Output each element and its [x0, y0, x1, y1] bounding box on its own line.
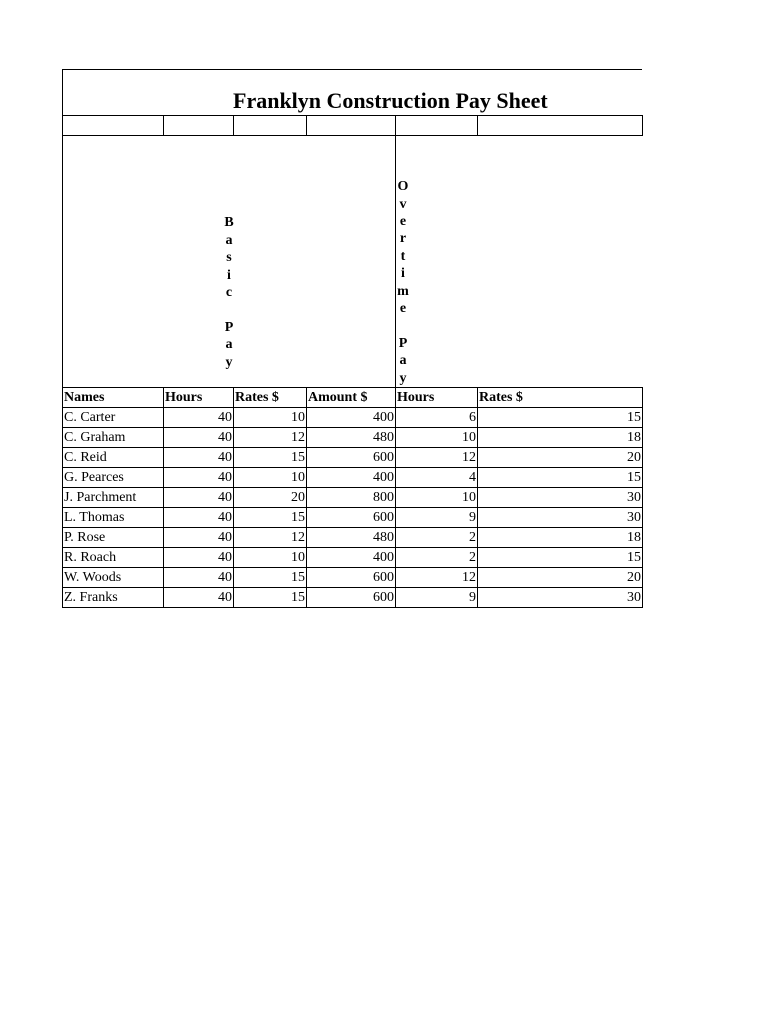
pay-table — [62, 115, 643, 608]
hours-cell[interactable]: 40 — [164, 588, 234, 608]
hours-cell[interactable]: 40 — [164, 408, 234, 428]
amount-cell[interactable]: 400 — [307, 408, 396, 428]
table-row — [63, 488, 643, 508]
header-rates[interactable]: Rates $ — [234, 388, 307, 408]
table-row — [63, 468, 643, 488]
rate-cell[interactable]: 10 — [234, 408, 307, 428]
overtime-hours-cell[interactable]: 10 — [396, 488, 478, 508]
rate-cell[interactable]: 12 — [234, 428, 307, 448]
overtime-hours-cell[interactable]: 9 — [396, 588, 478, 608]
overtime-hours-cell[interactable]: 9 — [396, 508, 478, 528]
name-cell[interactable]: P. Rose — [63, 528, 164, 548]
overtime-rate-cell[interactable]: 30 — [478, 588, 643, 608]
name-cell[interactable]: J. Parchment — [63, 488, 164, 508]
name-cell[interactable]: C. Reid — [63, 448, 164, 468]
overtime-hours-cell[interactable]: 2 — [396, 548, 478, 568]
cell[interactable] — [164, 116, 234, 136]
header-amount[interactable]: Amount $ — [307, 388, 396, 408]
pay-sheet — [62, 69, 642, 608]
overtime-rate-cell[interactable]: 20 — [478, 448, 643, 468]
blank-row — [63, 116, 643, 136]
name-cell[interactable]: Z. Franks — [63, 588, 164, 608]
table-row — [63, 588, 643, 608]
cell[interactable] — [307, 116, 396, 136]
rate-cell[interactable]: 15 — [234, 508, 307, 528]
rate-cell[interactable]: 15 — [234, 448, 307, 468]
overtime-hours-cell[interactable]: 10 — [396, 428, 478, 448]
overtime-hours-cell[interactable]: 12 — [396, 568, 478, 588]
hours-cell[interactable]: 40 — [164, 528, 234, 548]
table-row — [63, 408, 643, 428]
name-cell[interactable]: C. Graham — [63, 428, 164, 448]
overtime-rate-cell[interactable]: 20 — [478, 568, 643, 588]
table-row — [63, 528, 643, 548]
amount-cell[interactable]: 400 — [307, 468, 396, 488]
overtime-hours-cell[interactable]: 6 — [396, 408, 478, 428]
table-row — [63, 508, 643, 528]
overtime-rate-cell[interactable]: 30 — [478, 488, 643, 508]
hours-cell[interactable]: 40 — [164, 468, 234, 488]
table-row — [63, 548, 643, 568]
amount-cell[interactable]: 480 — [307, 428, 396, 448]
cell[interactable] — [234, 116, 307, 136]
header-row — [63, 388, 643, 408]
amount-cell[interactable]: 800 — [307, 488, 396, 508]
overtime-rate-cell[interactable]: 30 — [478, 508, 643, 528]
basic-pay-group-cell[interactable] — [63, 136, 396, 388]
amount-cell[interactable]: 400 — [307, 548, 396, 568]
overtime-hours-cell[interactable]: 2 — [396, 528, 478, 548]
overtime-rate-cell[interactable]: 15 — [478, 408, 643, 428]
hours-cell[interactable]: 40 — [164, 488, 234, 508]
sheet-title: Franklyn Construction Pay Sheet — [233, 88, 548, 113]
overtime-rate-cell[interactable]: 18 — [478, 428, 643, 448]
hours-cell[interactable]: 40 — [164, 508, 234, 528]
table-row — [63, 428, 643, 448]
group-label-row — [63, 136, 643, 388]
overtime-rate-cell[interactable]: 18 — [478, 528, 643, 548]
name-cell[interactable]: R. Roach — [63, 548, 164, 568]
rate-cell[interactable]: 10 — [234, 468, 307, 488]
rate-cell[interactable]: 15 — [234, 588, 307, 608]
header-hours[interactable]: Hours — [164, 388, 234, 408]
overtime-hours-cell[interactable]: 12 — [396, 448, 478, 468]
cell[interactable] — [63, 116, 164, 136]
name-cell[interactable]: G. Pearces — [63, 468, 164, 488]
overtime-pay-label: O v e r t i m e P a y — [397, 179, 409, 386]
amount-cell[interactable]: 480 — [307, 528, 396, 548]
rate-cell[interactable]: 15 — [234, 568, 307, 588]
cell[interactable] — [396, 116, 478, 136]
header-overtime-rates[interactable]: Rates $ — [478, 388, 643, 408]
hours-cell[interactable]: 40 — [164, 548, 234, 568]
rate-cell[interactable]: 20 — [234, 488, 307, 508]
rate-cell[interactable]: 12 — [234, 528, 307, 548]
overtime-rate-cell[interactable]: 15 — [478, 548, 643, 568]
name-cell[interactable]: C. Carter — [63, 408, 164, 428]
overtime-rate-cell[interactable]: 15 — [478, 468, 643, 488]
table-row — [63, 448, 643, 468]
header-overtime-hours[interactable]: Hours — [396, 388, 478, 408]
amount-cell[interactable]: 600 — [307, 588, 396, 608]
amount-cell[interactable]: 600 — [307, 568, 396, 588]
title-block — [62, 69, 642, 115]
hours-cell[interactable]: 40 — [164, 428, 234, 448]
overtime-hours-cell[interactable]: 4 — [396, 468, 478, 488]
hours-cell[interactable]: 40 — [164, 448, 234, 468]
header-names[interactable]: Names — [63, 388, 164, 408]
amount-cell[interactable]: 600 — [307, 508, 396, 528]
rate-cell[interactable]: 10 — [234, 548, 307, 568]
basic-pay-label: B a s i c P a y — [224, 215, 234, 370]
hours-cell[interactable]: 40 — [164, 568, 234, 588]
overtime-pay-group-cell[interactable] — [396, 136, 643, 388]
name-cell[interactable]: L. Thomas — [63, 508, 164, 528]
name-cell[interactable]: W. Woods — [63, 568, 164, 588]
cell[interactable] — [478, 116, 643, 136]
table-row — [63, 568, 643, 588]
amount-cell[interactable]: 600 — [307, 448, 396, 468]
